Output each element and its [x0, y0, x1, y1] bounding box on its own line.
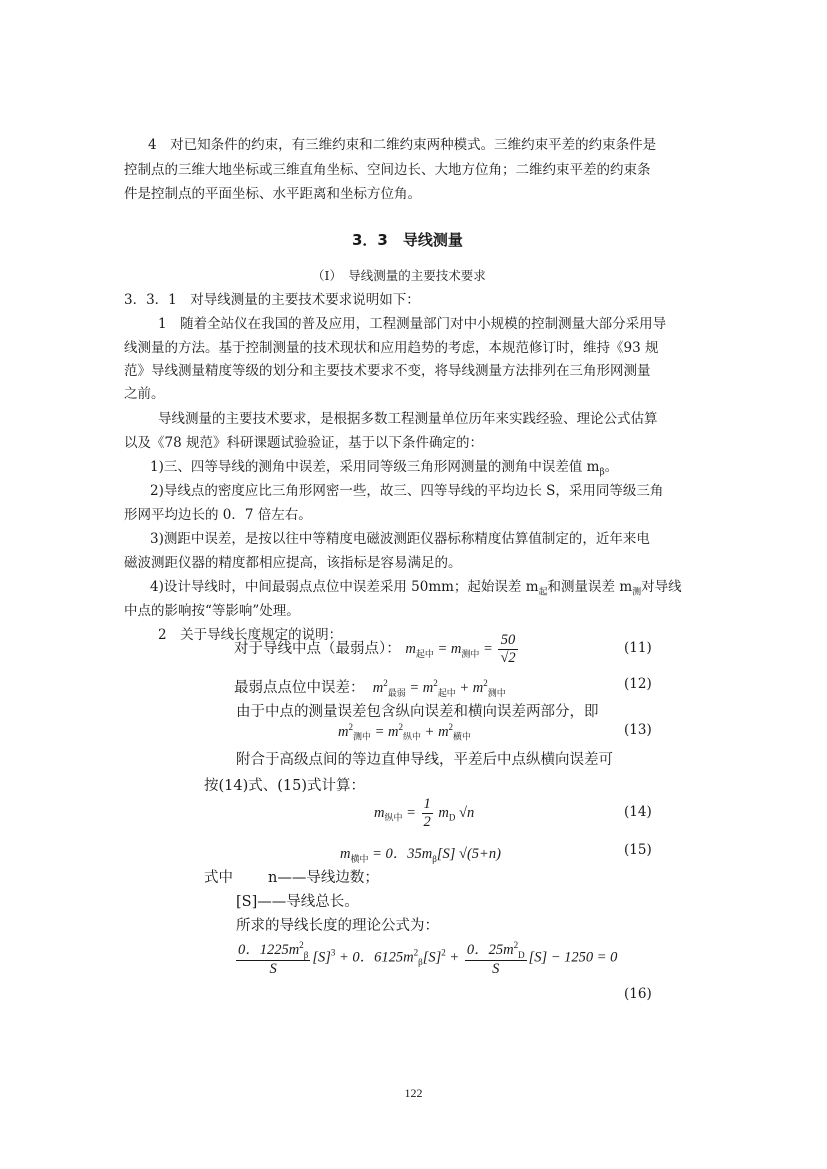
condition-3-line-1: 3)测距中误差，是按以往中等精度电磁波测距仪器标称精度估算值制定的，近年来电: [150, 531, 650, 547]
condition-3-line-2: 磁波测距仪器的精度都相应提高，该指标是容易满足的。: [124, 555, 462, 571]
text-b-line-2: 按(14)式、(15)式计算：: [204, 778, 366, 794]
condition-4-sub-2: 测: [632, 587, 642, 598]
c1-line-4: 之前。: [124, 386, 165, 402]
text-b-line-1: 附合于高级点间的等边直伸导线，平差后中点纵横向误差可: [236, 752, 613, 768]
condition-1-end: 。: [604, 459, 619, 475]
condition-4-sub-1: 起: [538, 587, 548, 598]
theory-intro: 所求的导线长度的理论公式为：: [236, 918, 439, 934]
item2-heading: 2 关于导线长度规定的说明：: [158, 627, 343, 643]
c2-line-1: 导线测量的主要技术要求，是根据多数工程测量单位历年来实践经验、理论公式估算: [158, 411, 658, 427]
condition-1-sub: β: [599, 467, 605, 478]
formula-13-expr: $m^2_{测中} = m^2_{纵中} + m^2_{横中}$: [338, 722, 472, 742]
formula-15-number: (15): [624, 842, 652, 858]
subsection-title: （Ⅰ） 导线测量的主要技术要求: [312, 268, 486, 283]
item4-line-2: 控制点的三维大地坐标或三维直角坐标、空间边长、大地方位角；二维约束平差的约束条: [124, 162, 651, 178]
c2-line-2: 以及《78 规范》科研课题试验验证，基于以下条件确定的：: [124, 435, 483, 451]
condition-1-text: 1)三、四等导线的测角中误差，采用同等级三角形网测量的测角中误差值 m: [150, 459, 600, 475]
c1-line-3: 范》导线测量精度等级的划分和主要技术要求不变，将导线测量方法排列在三角形网测量: [124, 363, 651, 379]
formula-12-expr: $m^2_{最弱} = m^2_{起中} + m^2_{测中}$: [369, 678, 506, 698]
condition-2-line-2: 形网平均边长的 0．7 倍左右。: [124, 507, 312, 523]
page-number: 122: [404, 1086, 423, 1100]
formula-11-label: 对于导线中点（最弱点）：: [234, 640, 401, 657]
formula-11-number: (11): [624, 640, 652, 656]
formula-16-expr: $\frac{0.1225m^2_\beta}{S}$ $[S]^3 + 0$．$6125m^2_\beta[S]^2$ + $\frac{0.25m^2_D}{S}$ [S] − 1250 = 0: [234, 938, 617, 978]
formula-12-number: (12): [624, 676, 652, 692]
condition-4-end: 对导线: [641, 579, 682, 595]
clause-331: 3．3．1 对导线测量的主要技术要求说明如下：: [124, 292, 420, 308]
s-definition: [S]——导线总长。: [236, 894, 359, 910]
where-label: 式中: [204, 870, 233, 886]
formula-12: [234, 676, 506, 699]
section-title: 3．3 导线测量: [352, 231, 463, 249]
condition-4-mid: 和测量误差 m: [547, 579, 633, 595]
item4-line-3: 件是控制点的平面坐标、水平距离和坐标方位角。: [124, 186, 421, 202]
formula-12-label: 最弱点点位中误差：: [234, 680, 365, 696]
formula-13-number: (13): [624, 722, 652, 738]
formula-11-expr: $m_{起中} = m_{测中}$ = $\frac{50}{√2}$: [405, 632, 516, 666]
item4-line-1: 4 对已知条件的约束，有三维约束和二维约束两种模式。三维约束平差的约束条件是: [148, 137, 657, 153]
formula-15-expr: $m_{横中} = 0$．$35m_\beta[S]$ √(5+n): [340, 846, 501, 864]
formula-14-expr: $m_{纵中}$ = $\frac{1}{2}$ $m_D$ √n: [374, 796, 475, 830]
condition-2-line-1: 2)导线点的密度应比三角形网密一些，故三、四等导线的平均边长 S，采用同等级三角: [150, 483, 664, 499]
formula-14-number: (14): [624, 804, 652, 820]
c1-line-1: 1 随着全站仪在我国的普及应用，工程测量部门对中小规模的控制测量大部分采用导: [158, 316, 667, 332]
text-a: 由于中点的测量误差包含纵向误差和横向误差两部分，即: [236, 704, 599, 720]
c1-line-2: 线测量的方法。基于控制测量的技术现状和应用趋势的考虑，本规范修订时，维持《93 规: [124, 340, 659, 356]
condition-4-text: 4)设计导线时，中间最弱点点位中误差采用 50mm；起始误差 m: [150, 579, 539, 595]
formula-11: [234, 632, 520, 667]
condition-4-line-2: 中点的影响按“等影响”处理。: [124, 603, 300, 619]
formula-16-number: (16): [624, 986, 652, 1002]
n-definition: n——导线边数；: [268, 870, 379, 886]
